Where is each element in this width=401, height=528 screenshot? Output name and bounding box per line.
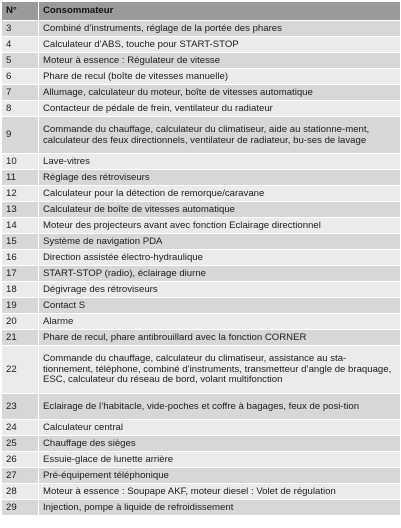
fuse-number: 21 [2, 330, 39, 346]
fuse-consumer: Alarme [39, 314, 400, 330]
fuse-consumer: Réglage des rétroviseurs [39, 170, 400, 186]
table-row [2, 53, 400, 69]
fuse-consumer: Essuie-glace de lunette arrière [39, 452, 400, 468]
fuse-number: 20 [2, 314, 39, 330]
table-row [2, 21, 400, 37]
fuse-consumer: Commande du chauffage, calculateur du climatiseur, aide au stationne-ment, calculateur des feux directionnels, ventilateur de radiateur, bu-ses de lavage [39, 117, 400, 154]
fuse-consumer: Phare de recul, phare antibrouillard avec la fonction CORNER [39, 330, 400, 346]
fuse-consumer: Moteur à essence : Régulateur de vitesse [39, 53, 400, 69]
table-row [2, 202, 400, 218]
fuse-number: 4 [2, 37, 39, 53]
table-row [2, 500, 400, 516]
fuse-number: 7 [2, 85, 39, 101]
fuse-consumer: Phare de recul (boîte de vitesses manuelle) [39, 69, 400, 85]
fuse-consumer: Combiné d’instruments, réglage de la portée des phares [39, 21, 400, 37]
table-row [2, 170, 400, 186]
table-header-row [2, 2, 400, 21]
fuse-consumer: Dégivrage des rétroviseurs [39, 282, 400, 298]
fuse-consumer: Lave-vitres [39, 154, 400, 170]
table-row [2, 394, 400, 420]
fuse-number: 16 [2, 250, 39, 266]
fuse-table-container [1, 1, 399, 515]
table-row [2, 484, 400, 500]
fuse-number: 9 [2, 117, 39, 154]
table-row [2, 186, 400, 202]
table-row [2, 266, 400, 282]
table-row [2, 154, 400, 170]
fuse-number: 3 [2, 21, 39, 37]
table-row [2, 37, 400, 53]
fuse-number: 26 [2, 452, 39, 468]
table-row [2, 468, 400, 484]
header-consumer: Consommateur [39, 2, 400, 21]
fuse-consumer: Calculateur d’ABS, touche pour START-STOP [39, 37, 400, 53]
table-row [2, 234, 400, 250]
fuse-number: 14 [2, 218, 39, 234]
fuse-consumer: START-STOP (radio), éclairage diurne [39, 266, 400, 282]
fuse-consumer: Calculateur de boîte de vitesses automatique [39, 202, 400, 218]
fuse-number: 5 [2, 53, 39, 69]
fuse-consumer: Système de navigation PDA [39, 234, 400, 250]
fuse-number: 17 [2, 266, 39, 282]
fuse-consumer: Pré-équipement téléphonique [39, 468, 400, 484]
fuse-number: 11 [2, 170, 39, 186]
fuse-consumer: Commande du chauffage, calculateur du climatiseur, assistance au sta-tionnement, téléphone, combiné d’instruments, transmetteur d’angle de braquage, ESC, calculateur du réseau de bord, volant multifonction [39, 346, 400, 394]
table-row [2, 420, 400, 436]
fuse-number: 28 [2, 484, 39, 500]
fuse-consumer: Contact S [39, 298, 400, 314]
table-row [2, 250, 400, 266]
fuse-number: 12 [2, 186, 39, 202]
fuse-consumer: Chauffage des sièges [39, 436, 400, 452]
fuse-consumer: Moteur des projecteurs avant avec fonction Eclairage directionnel [39, 218, 400, 234]
fuse-number: 22 [2, 346, 39, 394]
fuse-consumer: Eclairage de l’habitacle, vide-poches et coffre à bagages, feux de posi-tion [39, 394, 400, 420]
fuse-number: 19 [2, 298, 39, 314]
fuse-consumer: Calculateur central [39, 420, 400, 436]
table-row [2, 346, 400, 394]
fuse-number: 13 [2, 202, 39, 218]
table-row [2, 436, 400, 452]
fuse-number: 18 [2, 282, 39, 298]
table-row [2, 69, 400, 85]
fuse-number: 15 [2, 234, 39, 250]
fuse-number: 24 [2, 420, 39, 436]
fuse-consumer: Direction assistée électro-hydraulique [39, 250, 400, 266]
table-row [2, 330, 400, 346]
table-row [2, 101, 400, 117]
table-row [2, 282, 400, 298]
fuse-number: 8 [2, 101, 39, 117]
fuse-number: 25 [2, 436, 39, 452]
table-row [2, 85, 400, 101]
fuse-number: 23 [2, 394, 39, 420]
table-row [2, 452, 400, 468]
header-number: N° [2, 2, 39, 21]
fuse-number: 6 [2, 69, 39, 85]
table-row [2, 298, 400, 314]
table-row [2, 218, 400, 234]
table-row [2, 117, 400, 154]
fuse-consumer: Allumage, calculateur du moteur, boîte de vitesses automatique [39, 85, 400, 101]
fuse-consumer: Calculateur pour la détection de remorque/caravane [39, 186, 400, 202]
fuse-number: 29 [2, 500, 39, 516]
table-row [2, 314, 400, 330]
fuse-number: 10 [2, 154, 39, 170]
fuse-number: 27 [2, 468, 39, 484]
fuse-consumer: Contacteur de pédale de frein, ventilateur du radiateur [39, 101, 400, 117]
fuse-table [1, 1, 400, 515]
fuse-consumer: Injection, pompe à liquide de refroidissement [39, 500, 400, 516]
fuse-consumer: Moteur à essence : Soupape AKF, moteur diesel : Volet de régulation [39, 484, 400, 500]
